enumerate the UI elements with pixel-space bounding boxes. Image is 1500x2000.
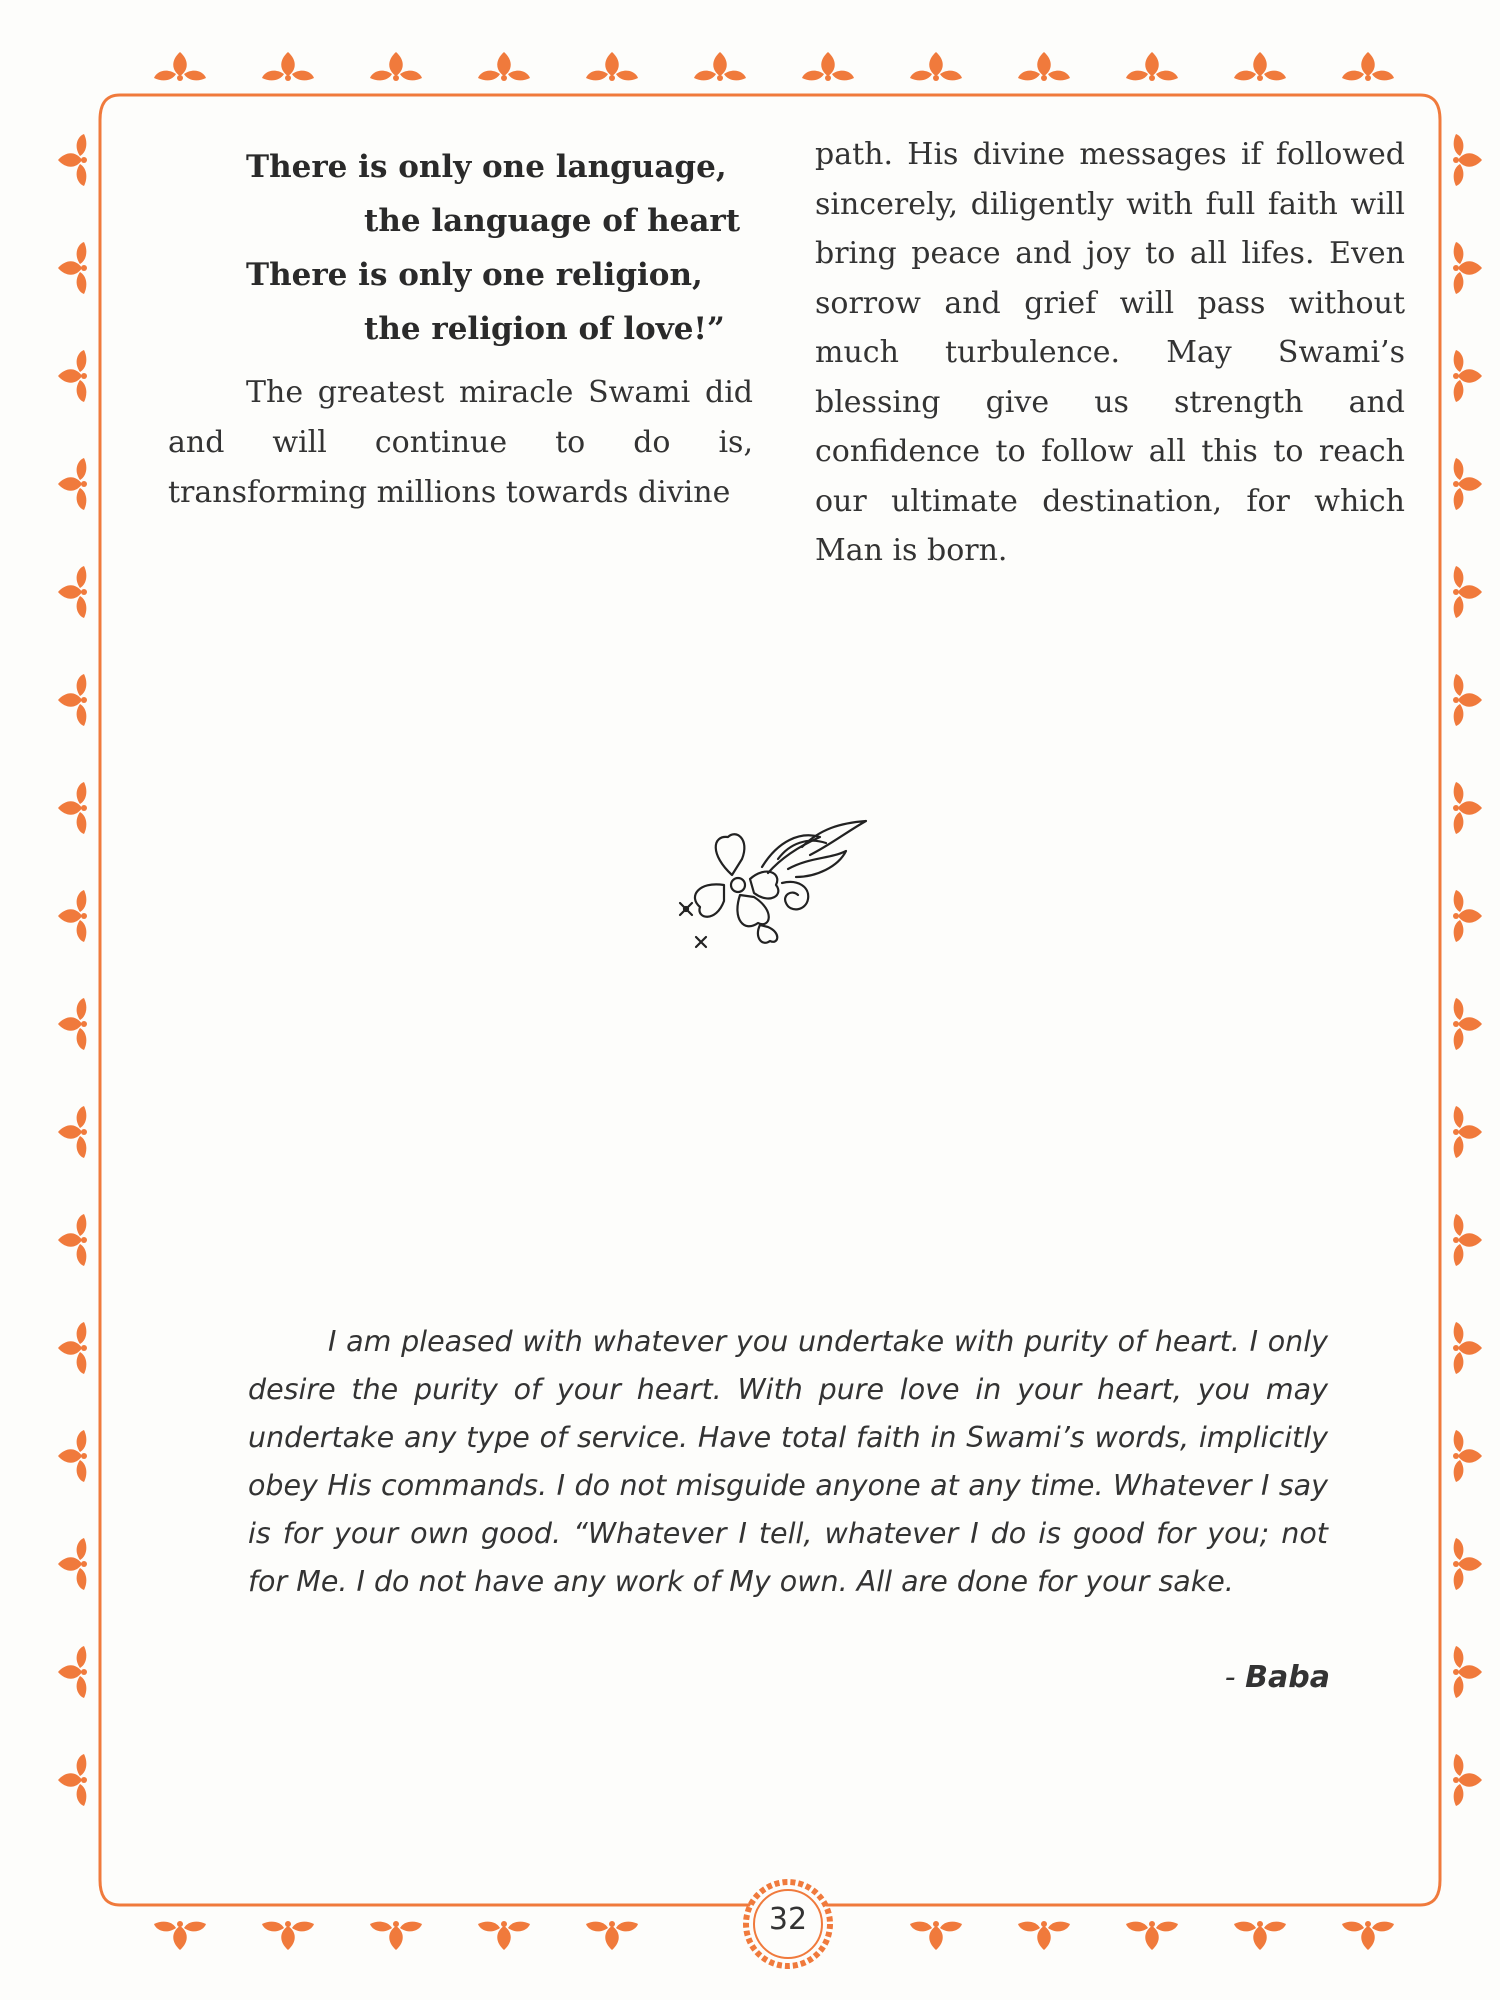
trefoil-vine-icon bbox=[58, 1214, 87, 1266]
baba-message: I am pleased with whatever you undertake with purity of heart. I only desire the purity of your heart. With pure love in your heart, you may undertake any type of service. Have total faith in Swami’s words, implicitly obey His commands. I do not misguide anyone at any time. Whatever I say is for your own good. “Whatever I tell, whatever I do is good for you; not for Me. I do not have any work of My own. All are done for your sake. bbox=[248, 1325, 1328, 1598]
left-paragraph: The greatest miracle Swami did and will continue to do is, transforming millions towards divine bbox=[168, 375, 753, 510]
trefoil-vine-icon bbox=[1453, 566, 1482, 618]
trefoil-vine-icon bbox=[370, 52, 422, 81]
trefoil-vine-icon bbox=[262, 1921, 314, 1950]
trefoil-vine-icon bbox=[262, 52, 314, 81]
trefoil-vine-icon bbox=[58, 1106, 87, 1158]
trefoil-vine-icon bbox=[58, 566, 87, 618]
trefoil-vine-icon bbox=[478, 52, 530, 81]
trefoil-vine-icon bbox=[154, 52, 206, 81]
page-number-badge bbox=[736, 1872, 840, 1976]
trefoil-vine-icon bbox=[586, 52, 638, 81]
trefoil-vine-icon bbox=[1453, 134, 1482, 186]
trefoil-vine-icon bbox=[1453, 1754, 1482, 1806]
trefoil-vine-icon bbox=[586, 1921, 638, 1950]
trefoil-vine-icon bbox=[58, 1754, 87, 1806]
trefoil-vine-icon bbox=[1453, 890, 1482, 942]
quote-line-2: the language of heart bbox=[364, 203, 741, 239]
trefoil-vine-icon bbox=[1342, 1921, 1394, 1950]
trefoil-vine-icon bbox=[58, 782, 87, 834]
trefoil-vine-icon bbox=[1453, 1538, 1482, 1590]
trefoil-vine-icon bbox=[1453, 1106, 1482, 1158]
trefoil-vine-icon bbox=[910, 1921, 962, 1950]
trefoil-vine-icon bbox=[694, 52, 746, 81]
trefoil-vine-icon bbox=[910, 52, 962, 81]
trefoil-vine-icon bbox=[1018, 1921, 1070, 1950]
trefoil-vine-icon bbox=[1453, 1214, 1482, 1266]
signature-name: Baba bbox=[1245, 1660, 1330, 1695]
signature bbox=[1120, 1660, 1330, 1695]
trefoil-vine-icon bbox=[58, 350, 87, 402]
right-column bbox=[815, 130, 1405, 576]
trefoil-vine-icon bbox=[1234, 52, 1286, 81]
trefoil-vine-icon bbox=[1234, 1921, 1286, 1950]
trefoil-vine-icon bbox=[58, 134, 87, 186]
trefoil-vine-icon bbox=[802, 52, 854, 81]
quote-line-4: the religion of love!” bbox=[364, 311, 725, 347]
trefoil-vine-icon bbox=[58, 242, 87, 294]
trefoil-vine-icon bbox=[1453, 242, 1482, 294]
trefoil-vine-icon bbox=[58, 1322, 87, 1374]
trefoil-vine-icon bbox=[1126, 52, 1178, 81]
trefoil-vine-icon bbox=[58, 458, 87, 510]
trefoil-vine-icon bbox=[1453, 998, 1482, 1050]
trefoil-vine-icon bbox=[58, 1538, 87, 1590]
page-number: 32 bbox=[768, 1902, 808, 1937]
trefoil-vine-icon bbox=[58, 998, 87, 1050]
trefoil-vine-icon bbox=[1453, 1646, 1482, 1698]
right-paragraph: path. His divine messages if followed sincerely, diligently with full faith will bring peace and joy to all lifes. Even sorrow and grief will pass without much turbulence. May Swami’s blessing give us strength and confidence to follow all this to reach our ultimate destination, for which Man is born. bbox=[815, 137, 1405, 568]
trefoil-vine-icon bbox=[58, 674, 87, 726]
trefoil-vine-icon bbox=[370, 1921, 422, 1950]
trefoil-vine-icon bbox=[1126, 1921, 1178, 1950]
trefoil-vine-icon bbox=[1453, 782, 1482, 834]
trefoil-vine-icon bbox=[1342, 52, 1394, 81]
left-column bbox=[168, 140, 753, 518]
trefoil-vine-icon bbox=[1453, 674, 1482, 726]
trefoil-vine-icon bbox=[154, 1921, 206, 1950]
trefoil-vine-icon bbox=[1453, 350, 1482, 402]
trefoil-vine-icon bbox=[1453, 458, 1482, 510]
quote-line-1: There is only one language, bbox=[246, 149, 727, 185]
trefoil-vine-icon bbox=[58, 1430, 87, 1482]
trefoil-vine-icon bbox=[1018, 52, 1070, 81]
trefoil-vine-icon bbox=[1453, 1322, 1482, 1374]
trefoil-vine-icon bbox=[478, 1921, 530, 1950]
quote-line-3: There is only one religion, bbox=[246, 257, 703, 293]
signature-dash: - bbox=[1224, 1660, 1246, 1695]
flower-ornament-icon bbox=[670, 815, 880, 965]
trefoil-vine-icon bbox=[58, 1646, 87, 1698]
trefoil-vine-icon bbox=[58, 890, 87, 942]
trefoil-vine-icon bbox=[1453, 1430, 1482, 1482]
